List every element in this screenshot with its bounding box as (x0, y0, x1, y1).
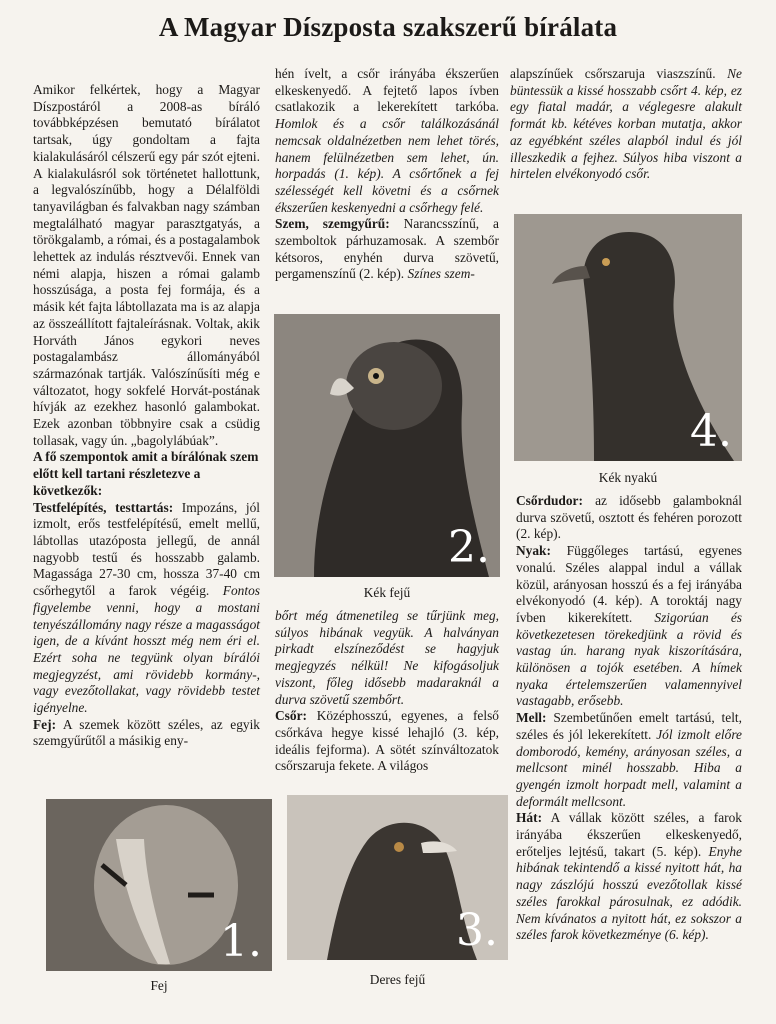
photo-blue-head (274, 314, 500, 577)
hat-italic: Enyhe hibának tekintendő a kissé nyitott hát, ha nagy zászlójú hosszú evezőtollak kissé széles farokkal párosulnak, ez adódik. Nem kívánatos a nyitott hát, ez sokszor a széles farok következménye (6. kép). (516, 843, 742, 943)
nyak-paragraph (516, 543, 742, 710)
csordudor-text: az idősebb galamboknál durva szövetű, osztott és fehéren porozott (2. kép). (516, 493, 742, 542)
column-2-top (275, 66, 499, 283)
photo-mealy-head (287, 795, 508, 960)
csor-cont-italic: Ne büntessük a kissé hosszabb csőrt 4. kép, ez egy fiatal madár, a véglegesre alakult formát kb. kétéves korban mutatja, akkor az egyébként széles alapból indul és jól illeszkedik a fejhez. Súlyos hiba viszont a hirtelen elvékonyodó csőr. (510, 66, 742, 182)
photo-number: 1. (220, 916, 262, 967)
csordudor-paragraph (516, 493, 742, 543)
article-title: A Magyar Díszposta szakszerű bírálata (158, 12, 618, 42)
csor-label: Csőr: (275, 708, 307, 724)
photo-caption-blue-head: Kék fejű (363, 585, 411, 600)
mell-text: Szembetűnően emelt tartású, telt, széles és jól lekerekített. (516, 710, 742, 742)
szem-continued-italic: bőrt még átmenetileg se tűrjünk meg, súlyos hibának vegyük. A halványan pirkadt elszíneződést se hagyjuk megjegyzés nélkül! Ne kifogásoljuk viszont, főleg idősebb madaraknál a durva szövetű szembőrt. (275, 608, 499, 707)
csor-text: Középhosszú, egyenes, a felső csőrkáva hegye kissé lehajló (3. kép, ideális fejforma). A sötét színváltozatok csőrszaruja fekete. A világos (275, 708, 499, 774)
fej-label: Fej: (33, 716, 57, 732)
szem-italic: Színes szem- (404, 266, 475, 282)
szem-text: Narancsszínű, a szemboltok párhuzamosak. A szembőr kétsoros, enyhén durva szövetű, pergamenszínű (2. kép). (275, 216, 500, 282)
nyak-text: Függőleges tartású, egyenes vonalú. Széles alappal indul a vállak közül, arányosan hosszú és a fej irányába elvékonyodó (4. kép). A toroktáj nagy ívben kikerekített. (516, 543, 742, 625)
section-heading: A fő szempontok amit a bírálónak szem előtt kell tartani részletezve a következők: (33, 449, 259, 498)
fej-continued (275, 66, 499, 216)
fej-text: A szemek között széles, az egyik szemgyűrűtől a másikig eny- (33, 716, 260, 749)
csor-paragraph (275, 708, 499, 775)
column-2-bottom (275, 608, 499, 775)
testfelepites-italic: Fontos figyelembe venni, hogy a mostani tenyészállomány nagy része a magasságot igen, de a kívánt hosszt még nem éri el. Ezért soha ne tegyünk olyan bírálói megjegyzést, ami rövidebb kormány-, vagy evezőtollakat, vagy rövidebb testet igényelne. (33, 583, 260, 716)
hat-text: A vállak között széles, a farok irányába ékszerűen elkeskenyedő, erőteljes lejtésű, takart (5. kép). (516, 810, 742, 859)
photo-caption-mealy-head: Deres fejű (369, 972, 426, 987)
photo-number: 3. (456, 905, 498, 956)
photo-number: 4. (690, 406, 732, 457)
fej-paragraph (33, 717, 260, 750)
csordudor-label: Csőrdudor: (516, 493, 583, 508)
testfelepites-label: Testfelépítés, testtartás: (33, 499, 174, 515)
photo-number: 2. (448, 522, 490, 573)
mell-italic: Jól izmolt előre domborodó, kemény, arányosan széles, a mellcsont minél hosszabb. Hiba a gyengén izmolt horpadt mell, valamint a deformált mellcsont. (516, 726, 742, 809)
csor-continued (510, 66, 742, 183)
nyak-italic: Szigorúan és következetesen törekedjünk a rövid és vastag ún. harang nyak kiszorítására, különösen a tojók esetében. A hímek nyaka értelemszerűen valamennyivel vastagabb, erősebb. (516, 609, 742, 709)
testfelepites-text: Impozáns, jól izmolt, erős testfelépítésű, emelt mellű, lábtollas utazóposta jellegű, de annál nagyobb testű és hosszabb galamb. Magassága 27-30 cm, hossza 37-40 cm csőrhegytől a farok végéig. (33, 499, 260, 599)
nyak-label: Nyak: (516, 543, 551, 559)
mell-label: Mell: (516, 710, 547, 726)
szem-paragraph (275, 216, 499, 283)
photo-head-top-view (46, 799, 272, 971)
hat-paragraph (516, 810, 742, 944)
column-3-bottom (516, 493, 742, 944)
fej-cont-text: hén ívelt, a csőr irányába ékszerűen elkeskenyedő. A fejtető lapos ívben csatlakozik a lekerekített tarkóba. (275, 66, 499, 115)
column-1 (33, 82, 260, 750)
fej-cont-italic: Homlok és a csőr találkozásánál nemcsak oldalnézetben nem lehet törés, hanem felülnézetben sem lehet, ún. horpadás (1. kép). A csőrtőnek a fej szélességét kell követni és a csőrnek ékszerűen keskenyedni a csőrhegy felé. (275, 116, 499, 215)
mell-paragraph (516, 710, 742, 810)
szem-label: Szem, szemgyűrű: (275, 216, 390, 232)
intro-paragraph: Amikor felkértek, hogy a Magyar Díszpostáról a 2008-as bíráló továbbképzésen bemutató bírálatot tartsak, úgy gondoltam a fajta kialakulásáról célszerű egy pár szót ejteni. A kialakulásról sok történetet hallottunk, a legvalószínűbb, hogy a Délalföldi tanyavilágban és falvakban nagy számban megtalálható magyar parasztgatyás, a törökgalamb, a római, és a postagalambok lehettek az indulás résztvevői. Ennek van némi alapja, hiszen a római galamb hosszúsága, a posta fej formája, és a másik két fajta lábtollazata ma is az alapja az összeállított fajtaleírásnak. Voltak, akik Horváth János egykori neves postagalambász állományából származónak tartják. Valószínűsíti még e változatot, hogy sokfelé Horvát-postának hívják az ezekhez hasonló galambokat. Ezek azonban többnyire csak a csüdig tollasak, vagy ún. „bagolylábúak”. (33, 82, 260, 448)
photo-caption-head: Fej (150, 978, 168, 993)
column-3-top (510, 66, 742, 183)
testfelepites-paragraph (33, 500, 260, 717)
hat-label: Hát: (516, 810, 543, 826)
photo-blue-neck (514, 214, 742, 461)
csor-cont-text: alapszínűek csőrszaruja viaszszínű. (510, 66, 716, 81)
photo-caption-blue-neck: Kék nyakú (598, 470, 658, 485)
